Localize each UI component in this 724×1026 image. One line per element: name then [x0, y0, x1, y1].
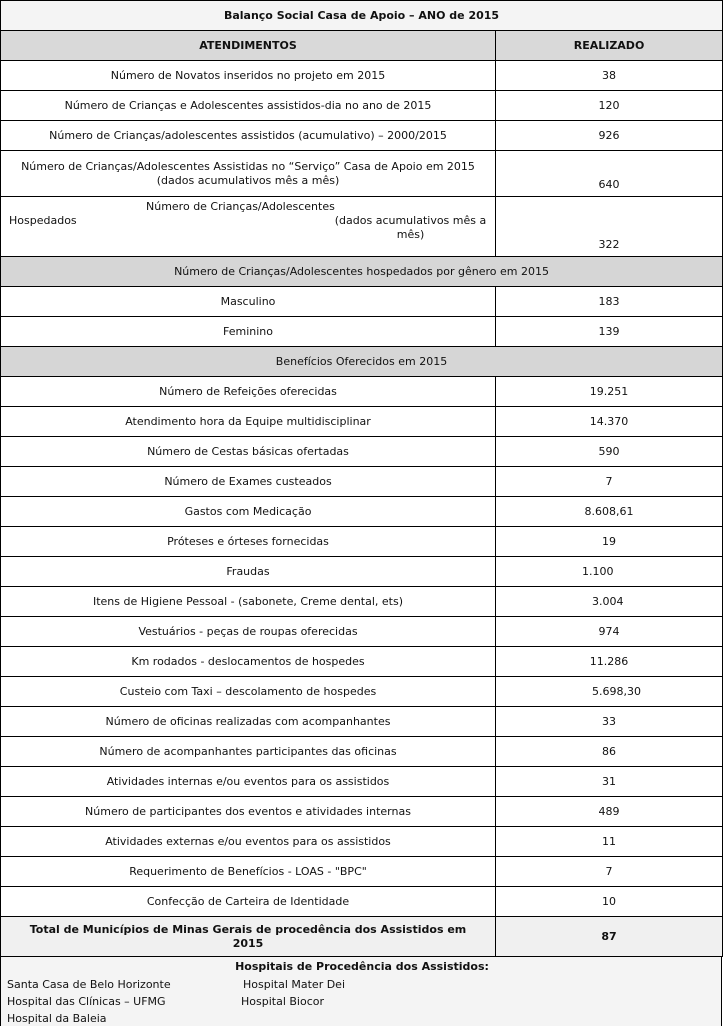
row-value: 7	[496, 467, 723, 497]
row-value: 974	[496, 617, 723, 647]
row-label: Número de acompanhantes participantes das oficinas	[1, 737, 496, 767]
table-row	[1, 467, 723, 497]
row-label	[1, 151, 496, 197]
table-row	[1, 377, 723, 407]
row-value: 1.100	[496, 557, 723, 587]
table-row	[1, 827, 723, 857]
title-row	[1, 1, 723, 31]
table-row	[1, 647, 723, 677]
row-label-line2: (dados acumulativos mês a mês)	[156, 173, 340, 187]
row-label: Próteses e órteses fornecidas	[1, 527, 496, 557]
row-label: Atividades internas e/ou eventos para os assistidos	[1, 767, 496, 797]
hospital-item: Hospital das Clínicas – UFMG	[7, 995, 166, 1008]
row-label: Fraudas	[1, 557, 496, 587]
row-label	[1, 197, 496, 257]
hospital-item: Hospital da Baleia	[7, 1012, 107, 1025]
header-atendimentos: ATENDIMENTOS	[1, 31, 496, 61]
row-value: 120	[496, 91, 723, 121]
row-value: 31	[496, 767, 723, 797]
row-label: Número de Cestas básicas ofertadas	[1, 437, 496, 467]
row-value: 489	[496, 797, 723, 827]
hospitals-section	[0, 957, 722, 1026]
hospedados-note: (dados acumulativos mês a mês)	[334, 214, 487, 241]
total-label	[1, 917, 496, 957]
row-value: 14.370	[496, 407, 723, 437]
row-label: Atividades externas e/ou eventos para os assistidos	[1, 827, 496, 857]
row-value: 8.608,61	[496, 497, 723, 527]
row-value: 19	[496, 527, 723, 557]
row-value: 5.698,30	[496, 677, 723, 707]
header-realizado: REALIZADO	[496, 31, 723, 61]
row-label: Número de oficinas realizadas com acompanhantes	[1, 707, 496, 737]
hospital-item: Hospital Biocor	[241, 995, 325, 1008]
section-header-benefits	[1, 347, 723, 377]
row-label: Requerimento de Benefícios - LOAS - "BPC"	[1, 857, 496, 887]
total-row	[1, 917, 723, 957]
section-title: Benefícios Oferecidos em 2015	[1, 347, 723, 377]
table-row	[1, 91, 723, 121]
row-label: Número de Crianças e Adolescentes assistidos-dia no ano de 2015	[1, 91, 496, 121]
table-row	[1, 857, 723, 887]
table-row	[1, 287, 723, 317]
row-label: Número de Crianças/adolescentes assistidos (acumulativo) – 2000/2015	[1, 121, 496, 151]
row-label: Km rodados - deslocamentos de hospedes	[1, 647, 496, 677]
hospitals-title: Hospitais de Procedência dos Assistidos:	[235, 960, 489, 973]
table-row	[1, 587, 723, 617]
table-row	[1, 557, 723, 587]
row-label: Atendimento hora da Equipe multidisciplinar	[1, 407, 496, 437]
row-label: Confecção de Carteira de Identidade	[1, 887, 496, 917]
table-row	[1, 121, 723, 151]
table-row	[1, 887, 723, 917]
row-label: Número de Exames custeados	[1, 467, 496, 497]
row-label: Custeio com Taxi – descolamento de hospedes	[1, 677, 496, 707]
hospital-item: Hospital Mater Dei	[243, 978, 346, 991]
table-row	[1, 527, 723, 557]
row-value: 322	[496, 197, 723, 257]
hospedados-word: Hospedados	[9, 214, 77, 227]
row-value: 11	[496, 827, 723, 857]
table-row	[1, 407, 723, 437]
row-value: 86	[496, 737, 723, 767]
row-value: 3.004	[496, 587, 723, 617]
row-value: 590	[496, 437, 723, 467]
row-value: 640	[496, 151, 723, 197]
row-label: Gastos com Medicação	[1, 497, 496, 527]
table-row	[1, 317, 723, 347]
table-row	[1, 497, 723, 527]
row-label: Número de participantes dos eventos e atividades internas	[1, 797, 496, 827]
row-label: Feminino	[1, 317, 496, 347]
table-row	[1, 707, 723, 737]
row-value: 11.286	[496, 647, 723, 677]
report-title: Balanço Social Casa de Apoio – ANO de 2015	[1, 1, 723, 31]
row-label: Número de Refeições oferecidas	[1, 377, 496, 407]
hospedados-line1: Número de Crianças/Adolescentes	[146, 200, 335, 213]
total-value: 87	[496, 917, 723, 957]
section-header-gender	[1, 257, 723, 287]
row-value: 10	[496, 887, 723, 917]
row-label: Número de Novatos inseridos no projeto em 2015	[1, 61, 496, 91]
table-row	[1, 617, 723, 647]
row-value: 926	[496, 121, 723, 151]
benefit-rows	[1, 377, 723, 917]
row-value: 33	[496, 707, 723, 737]
table-row	[1, 797, 723, 827]
table-row	[1, 151, 723, 197]
section-title: Número de Crianças/Adolescentes hospedados por gênero em 2015	[1, 257, 723, 287]
header-row	[1, 31, 723, 61]
table-row	[1, 437, 723, 467]
row-label: Vestuários - peças de roupas oferecidas	[1, 617, 496, 647]
row-value: 7	[496, 857, 723, 887]
table-row	[1, 677, 723, 707]
table-row-hospedados	[1, 197, 723, 257]
total-label-line1: Total de Municípios de Minas Gerais de procedência dos Assistidos em	[29, 922, 467, 936]
row-value: 139	[496, 317, 723, 347]
row-label-line1: Número de Crianças/Adolescentes Assistidas no “Serviço” Casa de Apoio em 2015	[21, 159, 475, 173]
total-label-line2: 2015	[232, 936, 264, 950]
table-row	[1, 737, 723, 767]
row-label: Itens de Higiene Pessoal - (sabonete, Creme dental, ets)	[1, 587, 496, 617]
row-value: 38	[496, 61, 723, 91]
row-value: 183	[496, 287, 723, 317]
hospital-item: Santa Casa de Belo Horizonte	[7, 978, 171, 991]
table-row	[1, 767, 723, 797]
table-row	[1, 61, 723, 91]
row-value: 19.251	[496, 377, 723, 407]
row-label: Masculino	[1, 287, 496, 317]
